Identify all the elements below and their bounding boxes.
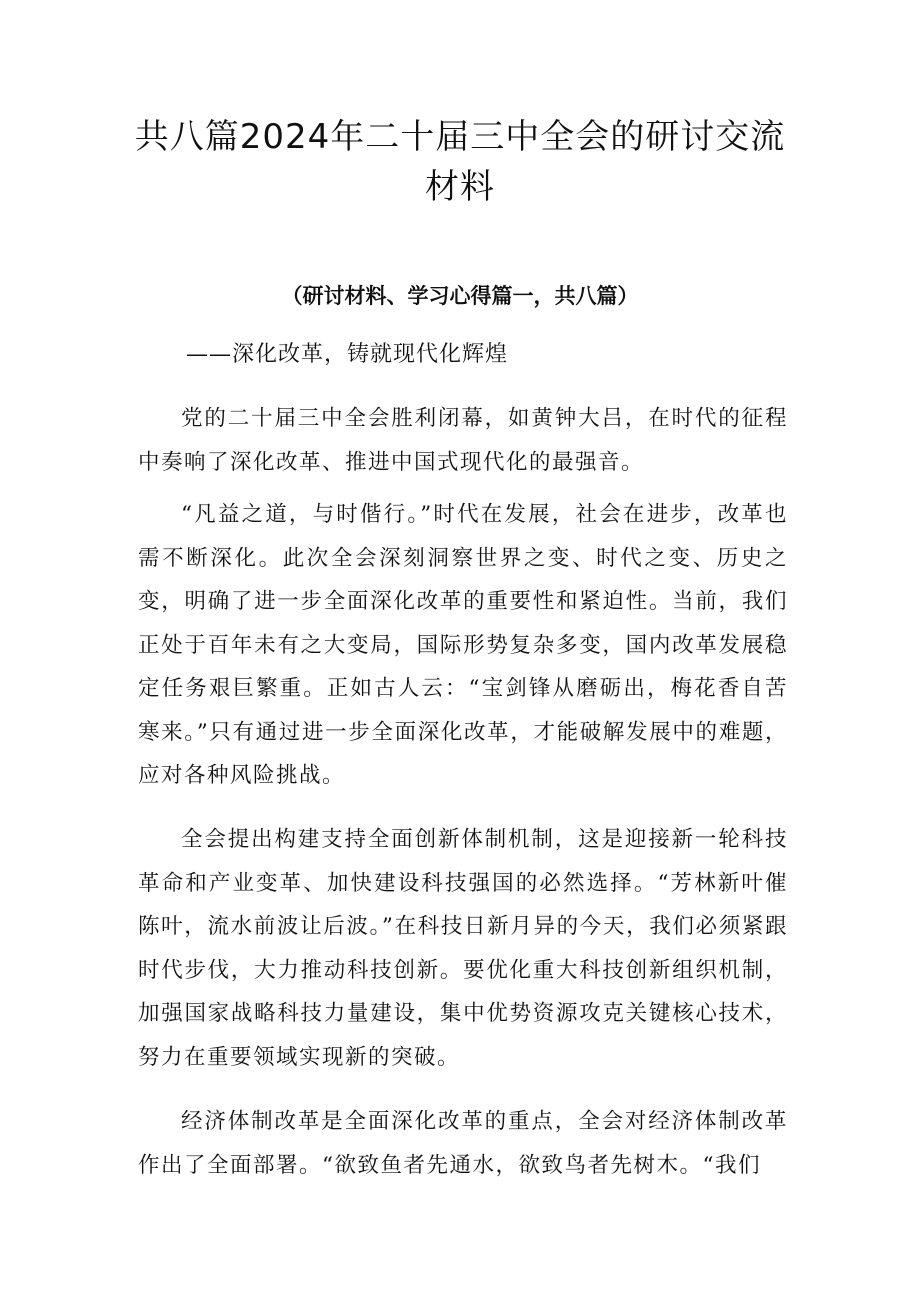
paragraph-4: 经济体制改革是全面深化改革的重点，全会对经济体制改革作出了全面部署。“欲致鱼者先通水，欲致鸟者先树木。“我们 <box>138 1109 788 1178</box>
paragraph-2: “凡益之道，与时偕行。”时代在发展，社会在进步，改革也需不断深化。此次全会深刻洞察世界之变、时代之变、历史之变，明确了进一步全面深化改革的重要性和紧迫性。当前，我们正处于百年未有之大变局，国际形势复杂多变，国内改革发展稳定任务艰巨繁重。正如古人云：“宝剑锋从磨砺出，梅花香自苦寒来。”只有通过进一步全面深化改革，才能破解发展中的难题，应对各种风险挑战。 <box>138 502 788 788</box>
document-title: 共八篇2024年二十届三中全会的研讨交流材料 <box>134 117 786 207</box>
paragraph-1: 党的二十届三中全会胜利闭幕，如黄钟大吕，在时代的征程中奏响了深化改革、推进中国式现代化的最强音。 <box>138 406 788 475</box>
paragraph-3: 全会提出构建支持全面创新体制机制，这是迎接新一轮科技革命和产业变革、加快建设科技强国的必然选择。“芳林新叶催陈叶，流水前波让后波。”在科技日新月异的今天，我们必须紧跟时代步伐，大力推动科技创新。要优化重大科技创新组织机制，加强国家战略科技力量建设，集中优势资源攻克关键核心技术，努力在重要领域实现新的突破。 <box>138 827 788 1070</box>
document-byline: ——深化改革，铸就现代化辉煌 <box>186 342 509 367</box>
document-subtitle: （研讨材料、学习心得篇一，共八篇） <box>281 284 639 308</box>
